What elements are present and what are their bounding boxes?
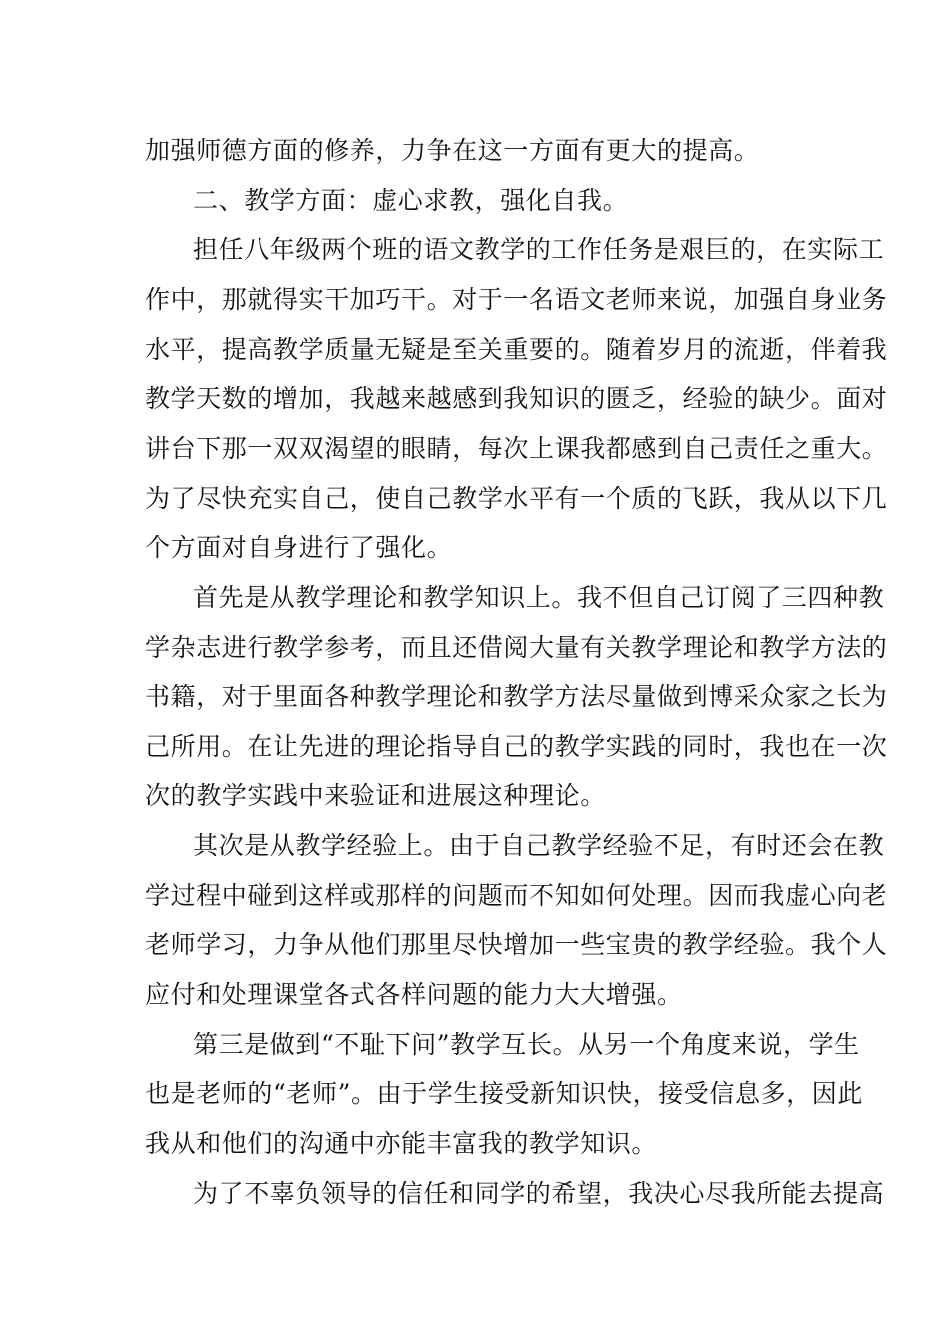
text-line: 担任八年级两个班的语文教学的工作任务是艰巨的，在实际工 <box>193 235 885 264</box>
section-heading: 二、教学方面：虚心求教，强化自我。 <box>193 186 629 215</box>
text-line: 学杂志进行教学参考，而且还借阅大量有关教学理论和教学方法的 <box>145 633 888 662</box>
text-line: 应付和处理课堂各式各样问题的能力大大增强。 <box>145 980 683 1009</box>
text-line: 教学天数的增加，我越来越感到我知识的匮乏，经验的缺少。面对 <box>145 384 888 413</box>
text-line: 其次是从教学经验上。由于自己教学经验不足，有时还会在教 <box>193 831 885 860</box>
text-line: 个方面对自身进行了强化。 <box>145 533 453 562</box>
text-line: 书籍，对于里面各种教学理论和教学方法尽量做到博采众家之长为 <box>145 682 888 711</box>
text-line: 为了不辜负领导的信任和同学的希望，我决心尽我所能去提高 <box>193 1179 885 1208</box>
text-line: 加强师德方面的修养，力争在这一方面有更大的提高。 <box>145 136 760 165</box>
text-line: 老师学习，力争从他们那里尽快增加一些宝贵的教学经验。我个人 <box>145 930 888 959</box>
text-line: 水平，提高教学质量无疑是至关重要的。随着岁月的流逝，伴着我 <box>145 335 888 364</box>
text-line: 首先是从教学理论和教学知识上。我不但自己订阅了三四种教 <box>193 583 885 612</box>
text-line: 第三是做到“不耻下问”教学互长。从另一个角度来说，学生 <box>193 1030 860 1059</box>
text-line: 学过程中碰到这样或那样的问题而不知如何处理。因而我虚心向老 <box>145 881 888 910</box>
text-line: 我从和他们的沟通中亦能丰富我的教学知识。 <box>145 1129 658 1158</box>
text-line: 己所用。在让先进的理论指导自己的教学实践的同时，我也在一次 <box>145 732 888 761</box>
text-line: 也是老师的“老师”。由于学生接受新知识快，接受信息多，因此 <box>145 1079 863 1108</box>
text-line: 为了尽快充实自己，使自己教学水平有一个质的飞跃，我从以下几 <box>145 484 888 513</box>
text-line: 次的教学实践中来验证和进展这种理论。 <box>145 781 606 810</box>
text-line: 作中，那就得实干加巧干。对于一名语文老师来说，加强自身业务 <box>145 285 888 314</box>
text-line: 讲台下那一双双渴望的眼睛，每次上课我都感到自己责任之重大。 <box>145 434 888 463</box>
